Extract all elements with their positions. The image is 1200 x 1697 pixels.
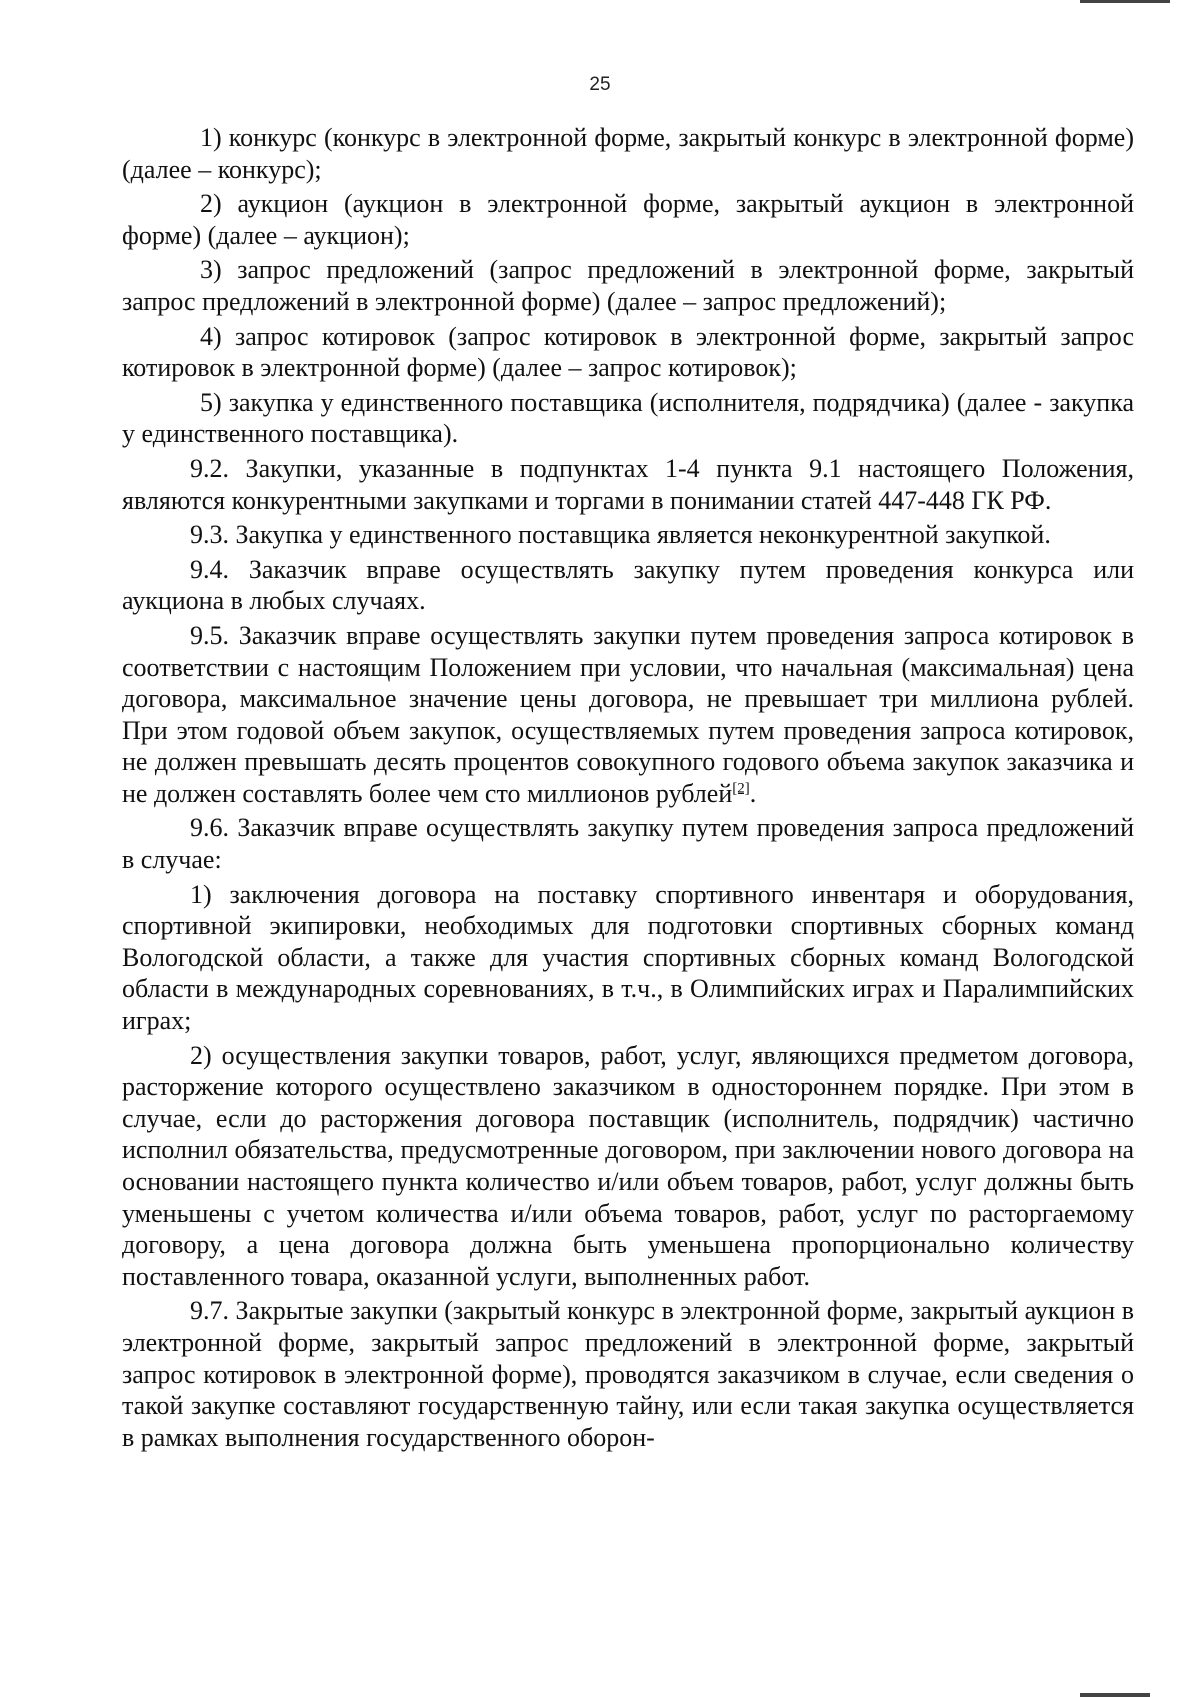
paragraph-9-5	[122, 620, 1134, 810]
paragraph-9-5-text: 9.5. Заказчик вправе осуществлять закупки путем проведения запроса котировок в соответствии с настоящим Положением при условии, что начальная (максимальная) цена договора, максимальное значение цены договора, не превышает три миллиона рублей. При этом годовой объем закупок, осуществляемых путем проведения запроса котировок, не должен превышать десять процентов совокупного годового объема закупок заказчика и не должен составлять более чем сто миллионов рублей	[122, 620, 1134, 808]
document-body	[122, 122, 1134, 1456]
paragraph-9-7: 9.7. Закрытые закупки (закрытый конкурс в электронной форме, закрытый аукцион в электронной форме, закрытый запрос предложений в электронной форме, закрытый запрос котировок в электронной форме), проводятся заказчиком в случае, если сведения о такой закупке составляют государственную тайну, или если такая закупка осуществляется в рамках выполнения государственного оборон-	[122, 1296, 1134, 1452]
paragraph-9-4: 9.4. Заказчик вправе осуществлять закупку путем проведения конкурса или аукциона в любых случаях.	[122, 554, 1134, 616]
scan-mark-top	[1080, 0, 1170, 3]
paragraph-9-1-5: 5) закупка у единственного поставщика (исполнителя, подрядчика) (далее - закупка у единственного поставщика).	[122, 387, 1134, 449]
paragraph-9-1-2: 2) аукцион (аукцион в электронной форме, закрытый аукцион в электронной форме) (далее – аукцион);	[122, 189, 1134, 250]
scan-mark-bottom	[1080, 1693, 1150, 1697]
paragraph-9-5-period: .	[749, 778, 757, 808]
paragraph-9-1-3: 3) запрос предложений (запрос предложений в электронной форме, закрытый запрос предложений в электронной форме) (далее – запрос предложений);	[122, 255, 1134, 316]
paragraph-9-6-2: 2) осуществления закупки товаров, работ, услуг, являющихся предметом договора, расторжение которого осуществлено заказчиком в одностороннем порядке. При этом в случае, если до расторжения договора поставщик (исполнитель, подрядчик) частично исполнил обязательства, предусмотренные договором, при заключении нового договора на основании настоящего пункта количество и/или объем товаров, работ, услуг должны быть уменьшены с учетом количества и/или объема товаров, работ, услуг по расторгаемому договору, а цена договора должна быть уменьшена пропорционально количеству поставленного товара, оказанной услуги, выполненных работ.	[122, 1040, 1134, 1291]
paragraph-9-1-4: 4) запрос котировок (запрос котировок в электронной форме, закрытый запрос котировок в электронной форме) (далее – запрос котировок);	[122, 321, 1134, 383]
page-number: 25	[589, 74, 611, 95]
paragraph-9-6-1: 1) заключения договора на поставку спортивного инвентаря и оборудования, спортивной экипировки, необходимых для подготовки спортивных сборных команд Вологодской области, а также для участия спортивных сборных команд Вологодской области в международных соревнованиях, в т.ч., в Олимпийских играх и Паралимпийских играх;	[122, 879, 1134, 1036]
paragraph-9-3: 9.3. Закупка у единственного поставщика является неконкурентной закупкой.	[190, 520, 1051, 550]
paragraph-9-1-1: 1) конкурс (конкурс в электронной форме, закрытый конкурс в электронной форме) (далее – конкурс);	[122, 123, 1134, 184]
paragraph-9-2: 9.2. Закупки, указанные в подпунктах 1-4 пункта 9.1 настоящего Положения, являются конкурентными закупками и торгами в понимании статей 447-448 ГК РФ.	[122, 453, 1134, 515]
footnote-link-2[interactable]: [2]	[732, 780, 750, 797]
paragraph-9-6: 9.6. Заказчик вправе осуществлять закупку путем проведения запроса предложений в случае:	[122, 813, 1134, 875]
